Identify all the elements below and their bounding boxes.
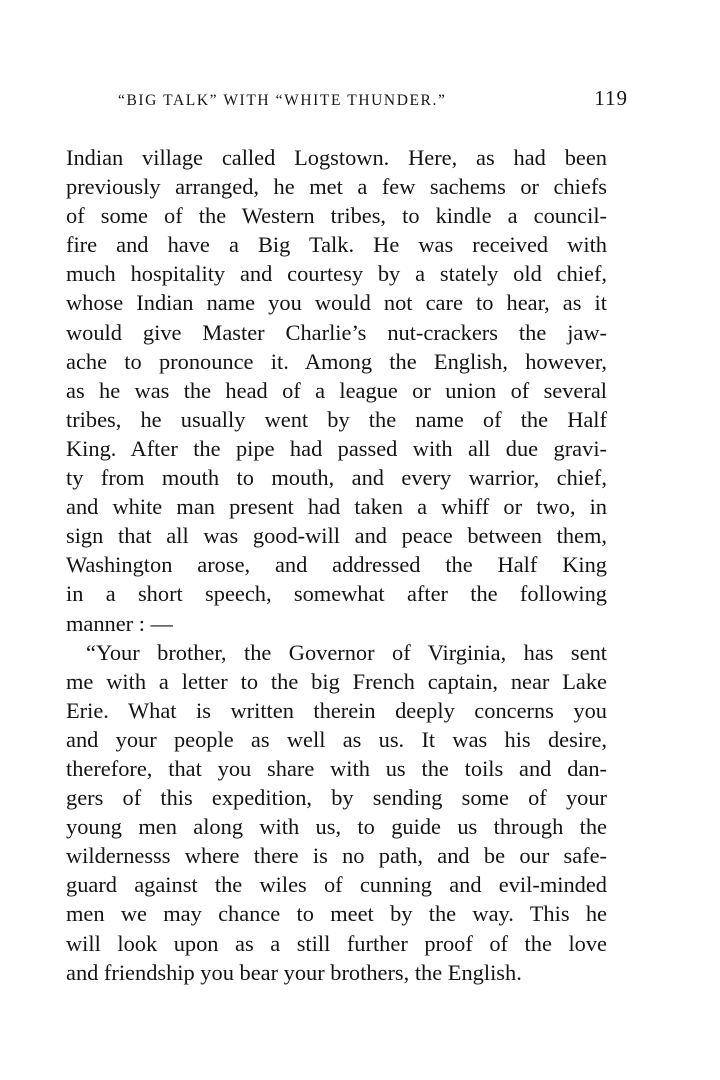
text-line: will look upon as a still further proof of the love — [66, 930, 607, 956]
running-head: “BIG TALK” WITH “WHITE THUNDER.” — [118, 92, 447, 109]
text-line: fire and have a Big Talk. He was received with — [66, 232, 607, 258]
text-line: previously arranged, he met a few sachems or chiefs — [66, 174, 607, 200]
text-line: tribes, he usually went by the name of the Half — [66, 406, 607, 432]
text-line: me with a letter to the big French captain, near Lake — [66, 668, 607, 694]
text-line: of some of the Western tribes, to kindle a council- — [66, 203, 607, 229]
text-line: would give Master Charlie’s nut-crackers the jaw- — [66, 319, 607, 345]
paragraph — [66, 143, 607, 638]
text-line: sign that all was good-will and peace between them, — [66, 523, 607, 549]
text-line: as he was the head of a league or union of several — [66, 377, 607, 403]
paragraph — [66, 638, 607, 987]
text-line: ache to pronounce it. Among the English, however, — [66, 348, 607, 374]
text-line: in a short speech, somewhat after the following — [66, 581, 607, 607]
text-line: young men along with us, to guide us through the — [66, 814, 607, 840]
text-line: guard against the wiles of cunning and evil-minded — [66, 872, 607, 898]
text-line: therefore, that you share with us the toils and dan- — [66, 755, 607, 781]
text-line: Washington arose, and addressed the Half King — [66, 552, 607, 578]
text-line: King. After the pipe had passed with all due gravi- — [66, 435, 607, 461]
page-number: 119 — [594, 86, 628, 110]
text-line: wildernesss where there is no path, and be our safe- — [66, 843, 607, 869]
text-line: whose Indian name you would not care to hear, as it — [66, 290, 607, 316]
text-line: Erie. What is written therein deeply concerns you — [66, 697, 607, 723]
text-line: manner : — — [66, 610, 173, 636]
text-line: men we may chance to meet by the way. This he — [66, 901, 607, 927]
page-header — [118, 86, 628, 111]
text-line: and white man present had taken a whiff or two, in — [66, 494, 607, 520]
text-line: and friendship you bear your brothers, the English. — [66, 959, 522, 985]
text-line: much hospitality and courtesy by a stately old chief, — [66, 261, 607, 287]
text-line: Indian village called Logstown. Here, as had been — [66, 145, 607, 170]
text-line: “Your brother, the Governor of Virginia, has sent — [86, 639, 607, 665]
text-line: gers of this expedition, by sending some of your — [66, 785, 607, 811]
body-text — [66, 143, 607, 987]
text-line: ty from mouth to mouth, and every warrior, chief, — [66, 465, 607, 491]
text-line: and your people as well as us. It was his desire, — [66, 726, 607, 752]
